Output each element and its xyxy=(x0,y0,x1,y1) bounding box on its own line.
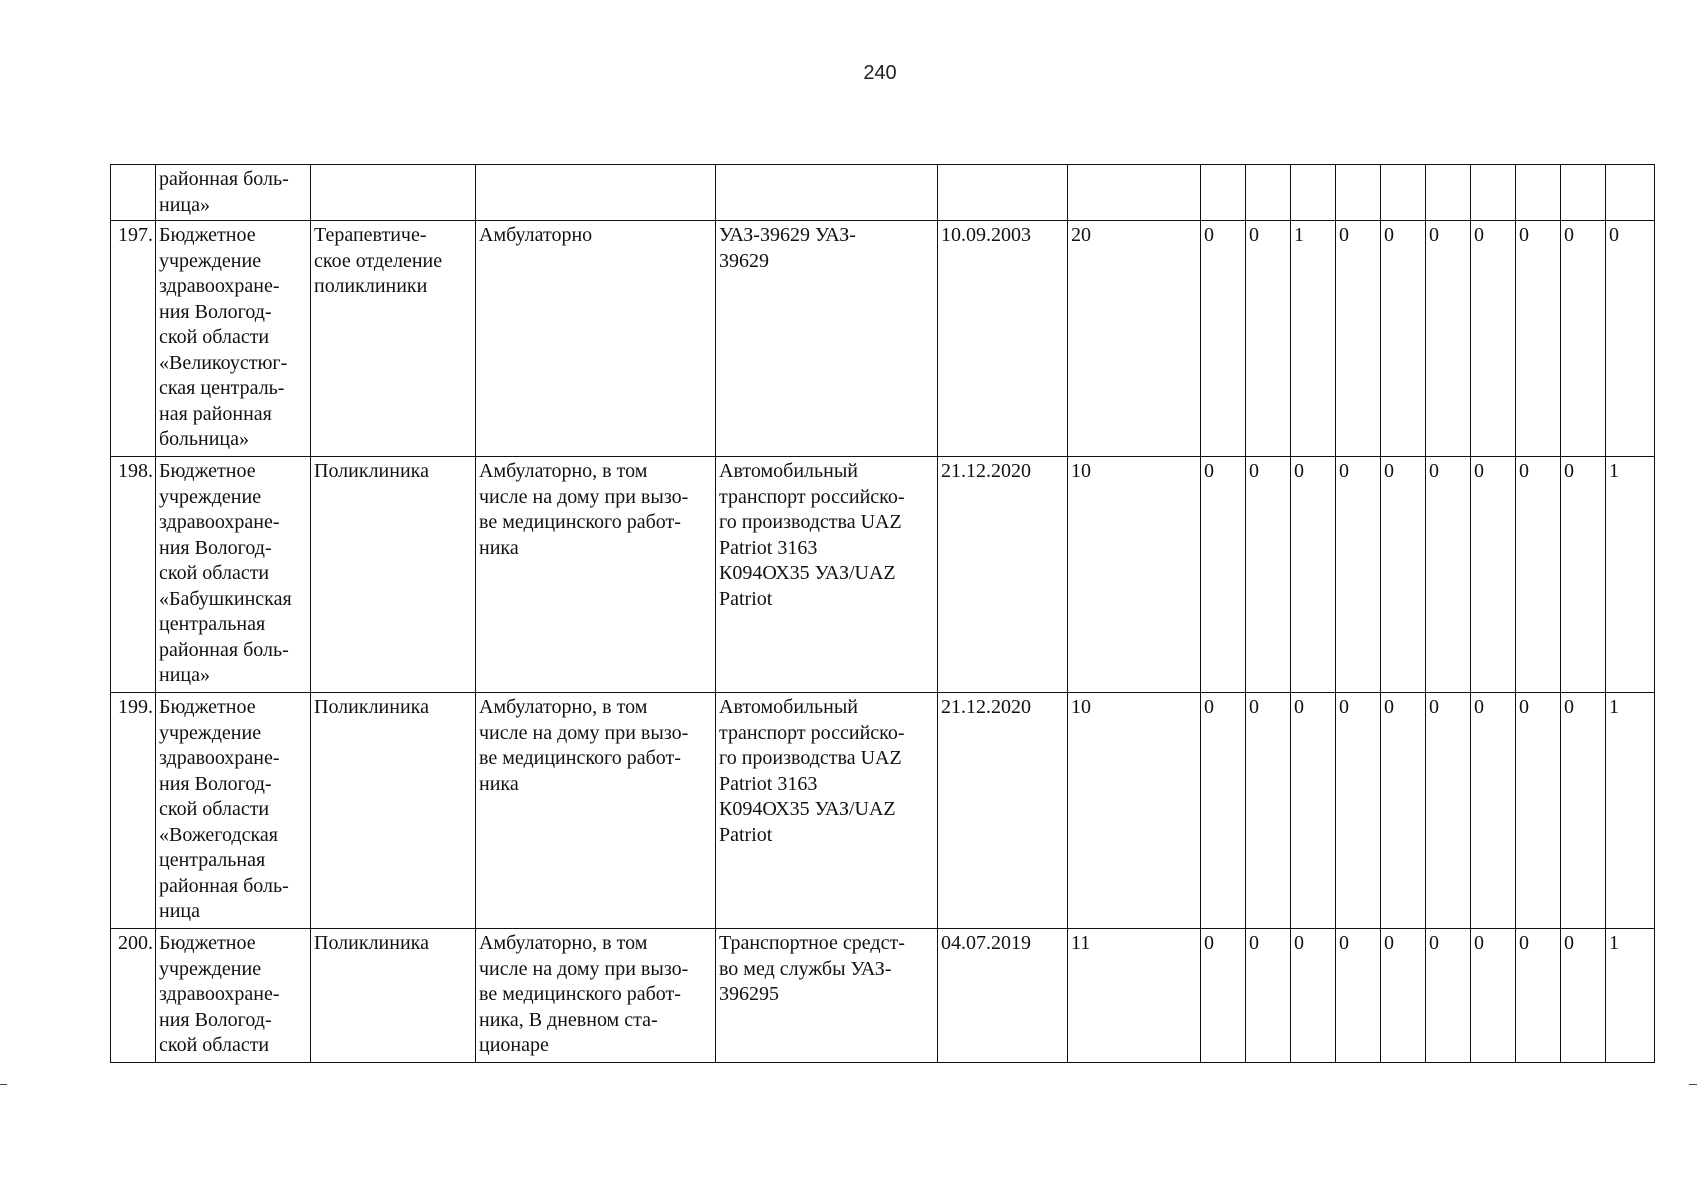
edge-mark-right xyxy=(1689,1084,1697,1085)
organization-cell: районная боль- ница» xyxy=(156,165,311,221)
service-mode-cell: Амбулаторно, в том числе на дому при вызо- ве медицинского работ- ника xyxy=(476,693,716,929)
flag-cell: 0 xyxy=(1291,693,1336,929)
table-row xyxy=(111,929,1655,1063)
vehicle-cell: Транспортное средст- во мед службы УАЗ- 396295 xyxy=(716,929,938,1063)
flag-cell: 1 xyxy=(1606,693,1655,929)
value-cell: 11 xyxy=(1068,929,1201,1063)
flag-cell: 0 xyxy=(1201,221,1246,457)
flag-cell xyxy=(1201,165,1246,221)
date-cell: 21.12.2020 xyxy=(938,457,1068,693)
table-row xyxy=(111,221,1655,457)
flag-cell: 0 xyxy=(1561,221,1606,457)
organization-cell: Бюджетное учреждение здравоохране- ния Вологод- ской области «Великоустюг- ская централь- ная районная больница» xyxy=(156,221,311,457)
flag-cell: 0 xyxy=(1201,457,1246,693)
flag-cell: 0 xyxy=(1516,693,1561,929)
flag-cell xyxy=(1561,165,1606,221)
flag-cell: 0 xyxy=(1246,693,1291,929)
vehicle-cell xyxy=(716,165,938,221)
flag-cell: 0 xyxy=(1561,693,1606,929)
organization-cell: Бюджетное учреждение здравоохране- ния Вологод- ской области xyxy=(156,929,311,1063)
flag-cell: 0 xyxy=(1246,221,1291,457)
organization-cell: Бюджетное учреждение здравоохране- ния Вологод- ской области «Бабушкинская центральная районная боль- ница» xyxy=(156,457,311,693)
flag-cell xyxy=(1471,165,1516,221)
date-cell xyxy=(938,165,1068,221)
flag-cell: 0 xyxy=(1561,929,1606,1063)
table-row xyxy=(111,165,1655,221)
flag-cell xyxy=(1426,165,1471,221)
flag-cell: 0 xyxy=(1516,221,1561,457)
service-mode-cell: Амбулаторно, в том числе на дому при вызо- ве медицинского работ- ника, В дневном ста- ционаре xyxy=(476,929,716,1063)
row-number-cell xyxy=(111,165,156,221)
value-cell xyxy=(1068,165,1201,221)
flag-cell: 0 xyxy=(1471,929,1516,1063)
flag-cell: 0 xyxy=(1471,221,1516,457)
flag-cell: 0 xyxy=(1201,929,1246,1063)
page-number: 240 xyxy=(863,62,897,84)
flag-cell xyxy=(1336,165,1381,221)
table-row xyxy=(111,457,1655,693)
flag-cell: 0 xyxy=(1516,929,1561,1063)
row-number-cell: 197. xyxy=(111,221,156,457)
flag-cell: 0 xyxy=(1561,457,1606,693)
edge-mark-left xyxy=(0,1084,7,1085)
row-number-cell: 199. xyxy=(111,693,156,929)
flag-cell: 0 xyxy=(1381,929,1426,1063)
flag-cell xyxy=(1381,165,1426,221)
value-cell: 20 xyxy=(1068,221,1201,457)
organization-cell: Бюджетное учреждение здравоохране- ния Вологод- ской области «Вожегодская центральная районная боль- ница xyxy=(156,693,311,929)
date-cell: 04.07.2019 xyxy=(938,929,1068,1063)
service-mode-cell: Амбулаторно xyxy=(476,221,716,457)
flag-cell: 0 xyxy=(1201,693,1246,929)
service-mode-cell: Амбулаторно, в том числе на дому при вызо- ве медицинского работ- ника xyxy=(476,457,716,693)
table-row xyxy=(111,693,1655,929)
flag-cell: 0 xyxy=(1426,929,1471,1063)
flag-cell xyxy=(1516,165,1561,221)
flag-cell xyxy=(1606,165,1655,221)
flag-cell: 0 xyxy=(1381,221,1426,457)
department-cell: Поликлиника xyxy=(311,457,476,693)
row-number-cell: 200. xyxy=(111,929,156,1063)
row-number-cell: 198. xyxy=(111,457,156,693)
department-cell: Поликлиника xyxy=(311,929,476,1063)
table-body xyxy=(111,165,1655,1063)
flag-cell: 0 xyxy=(1606,221,1655,457)
flag-cell: 0 xyxy=(1426,221,1471,457)
flag-cell: 0 xyxy=(1426,693,1471,929)
flag-cell: 0 xyxy=(1336,221,1381,457)
flag-cell: 1 xyxy=(1606,929,1655,1063)
flag-cell: 0 xyxy=(1291,457,1336,693)
date-cell: 10.09.2003 xyxy=(938,221,1068,457)
flag-cell: 0 xyxy=(1471,457,1516,693)
value-cell: 10 xyxy=(1068,457,1201,693)
vehicle-cell: Автомобильный транспорт российско- го производства UAZ Patriot 3163 К094ОХ35 УАЗ/UAZ Patriot xyxy=(716,457,938,693)
flag-cell: 0 xyxy=(1246,929,1291,1063)
flag-cell: 0 xyxy=(1336,457,1381,693)
flag-cell: 0 xyxy=(1516,457,1561,693)
vehicle-cell: УАЗ-39629 УАЗ- 39629 xyxy=(716,221,938,457)
flag-cell: 0 xyxy=(1426,457,1471,693)
flag-cell: 0 xyxy=(1381,693,1426,929)
flag-cell: 1 xyxy=(1291,221,1336,457)
flag-cell: 0 xyxy=(1291,929,1336,1063)
date-cell: 21.12.2020 xyxy=(938,693,1068,929)
service-mode-cell xyxy=(476,165,716,221)
flag-cell: 0 xyxy=(1246,457,1291,693)
value-cell: 10 xyxy=(1068,693,1201,929)
flag-cell: 0 xyxy=(1336,693,1381,929)
flag-cell: 0 xyxy=(1336,929,1381,1063)
flag-cell: 0 xyxy=(1381,457,1426,693)
department-cell: Поликлиника xyxy=(311,693,476,929)
vehicle-registry-table xyxy=(110,164,1655,1063)
flag-cell: 1 xyxy=(1606,457,1655,693)
flag-cell: 0 xyxy=(1471,693,1516,929)
department-cell xyxy=(311,165,476,221)
department-cell: Терапевтиче- ское отделение поликлиники xyxy=(311,221,476,457)
vehicle-cell: Автомобильный транспорт российско- го производства UAZ Patriot 3163 К094ОХ35 УАЗ/UAZ Patriot xyxy=(716,693,938,929)
flag-cell xyxy=(1291,165,1336,221)
flag-cell xyxy=(1246,165,1291,221)
